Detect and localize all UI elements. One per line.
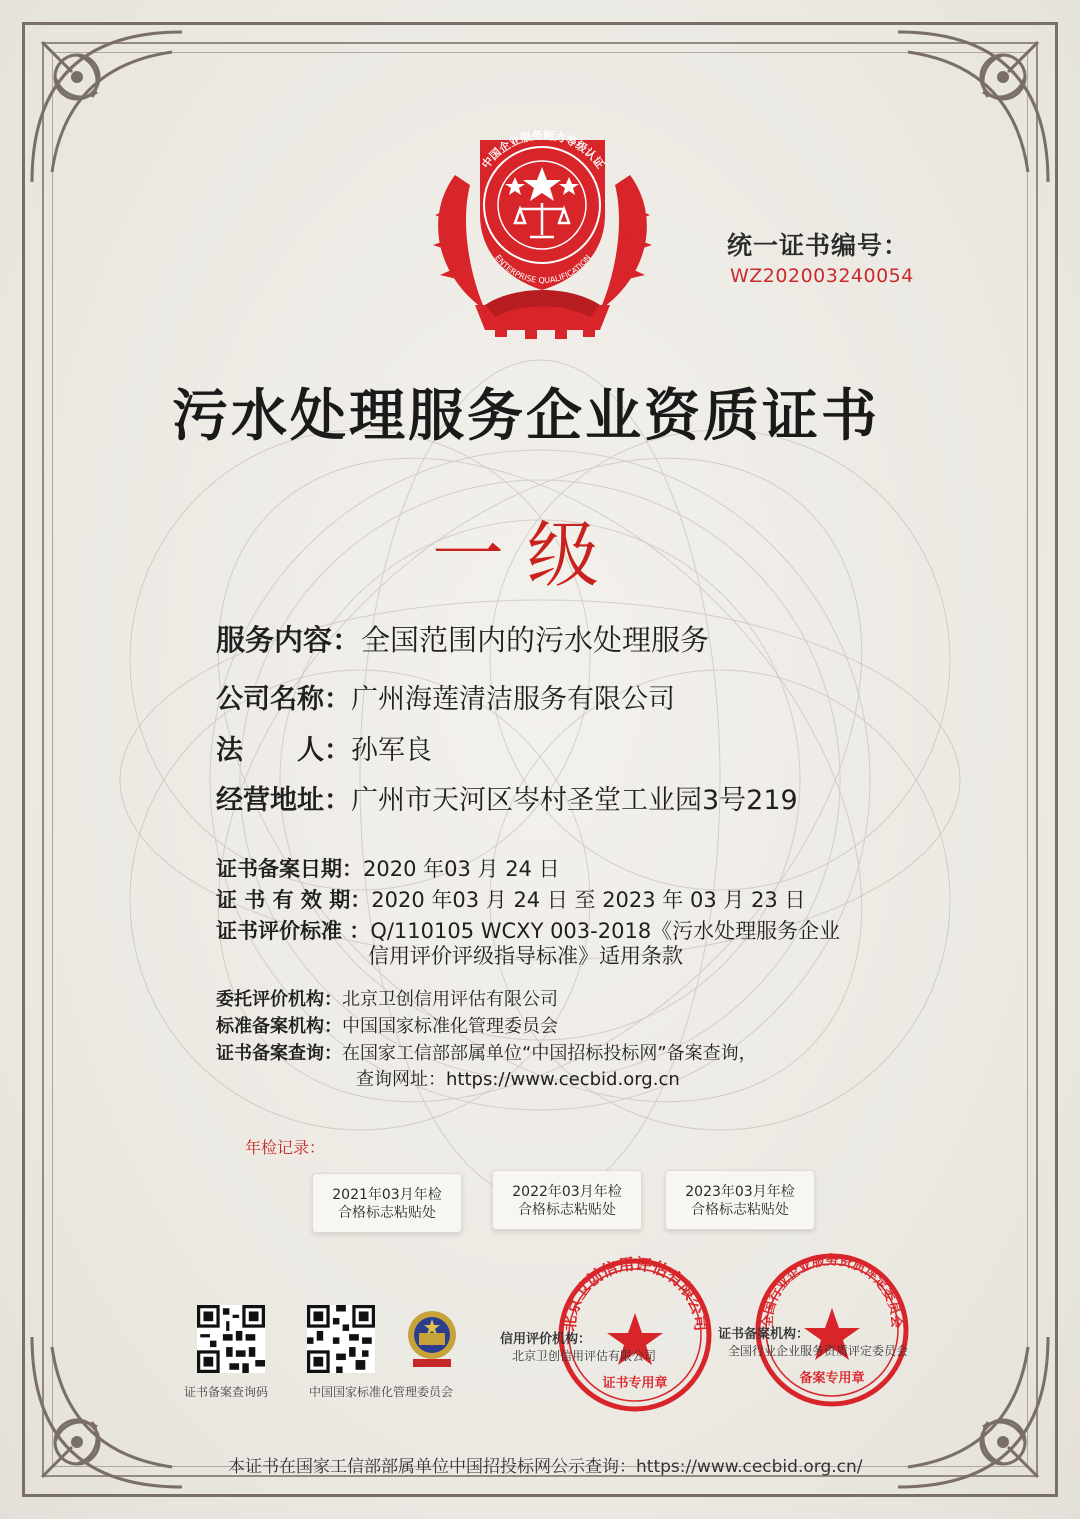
annual-sticker-2021: 2021年03月年检 合格标志粘贴处 [312,1173,462,1233]
qr1-caption: 证书备案查询码 [184,1385,269,1399]
filing-label: 标准备案机构： [216,1016,342,1037]
valid-period-row [216,884,805,914]
certificate-title: 污水处理服务企业资质证书 [172,384,880,449]
certificate-level: 一 级 [432,513,599,597]
company-value: 广州海莲清洁服务有限公司 [351,684,675,715]
emblem-ring-text-cn: 中国企业服务能力等级认证 [479,128,607,172]
address-row [216,778,798,817]
svg-text:证书专用章: 证书专用章 [602,1376,668,1391]
qr-code-icon [197,1305,265,1373]
corner-ornament-top-left [22,22,192,192]
query-value-line2: 查询网址：https://www.cecbid.org.cn [356,1069,680,1090]
corner-ornament-top-right [888,22,1058,192]
footer-query-note: 本证书在国家工信部部属单位中国招投标网公示查询：https://www.cecbid.org.cn/ [228,1457,863,1477]
seal2-label: 证书备案机构： [718,1327,810,1342]
query-value-line1: 在国家工信部部属单位“中国招标投标网”备案查询， [342,1043,757,1064]
standard-value-line1: Q/110105 WCXY 003-2018《污水处理服务企业 [370,919,841,943]
agency-value: 北京卫创信用评估有限公司 [342,989,558,1010]
agency-label: 委托评价机构： [216,989,342,1010]
annual-sticker-2022: 2022年03月年检 合格标志粘贴处 [492,1170,642,1230]
legal-row [216,728,432,767]
filing-row [216,1012,558,1038]
cert-number: WZ202003240054 [730,265,914,287]
national-standard-emblem-icon [405,1305,460,1373]
service-label: 服务内容： [216,623,362,657]
svg-text:北京卫创信用评估有限公司: 北京卫创信用评估有限公司 [559,1255,711,1333]
qr-code-icon [307,1305,375,1373]
company-row [216,677,675,716]
filing-value: 中国国家标准化管理委员会 [342,1016,558,1037]
cert-number-label: 统一证书编号： [727,231,910,260]
record-date-row [216,853,560,883]
legal-value: 孙军良 [351,735,432,766]
enterprise-qualification-emblem [415,105,670,345]
agency-row [216,985,558,1011]
standard-value-line2: 信用评价评级指导标准》适用条款 [368,944,683,968]
valid-period-label: 证 书 有 效 期： [216,888,372,912]
qr2-caption: 中国国家标准化管理委员会 [309,1385,454,1399]
svg-text:备案专用章: 备案专用章 [799,1371,865,1386]
seal2-text: 全国行业企业服务资质评定委员会 [728,1344,909,1358]
valid-period-value: 2020 年03 月 24 日 至 2023 年 03 月 23 日 [371,888,806,912]
annual-sticker-2023: 2023年03月年检 合格标志粘贴处 [665,1170,815,1230]
address-label: 经营地址： [216,785,351,816]
query-row [216,1039,757,1065]
corner-ornament-bottom-right [888,1327,1058,1497]
address-value: 广州市天河区岑村圣堂工业园3号219 [351,785,798,816]
corner-ornament-bottom-left [22,1327,192,1497]
seal1-label: 信用评价机构： [500,1332,592,1347]
svg-text:全国行业企业服务资质评定委员会: 全国行业企业服务资质评定委员会 [760,1253,904,1329]
service-row [216,618,709,659]
standard-label: 证书评价标准 ： [216,919,371,943]
legal-label: 法 人： [216,735,351,766]
annual-inspection-label: 年检记录： [245,1138,326,1157]
company-label: 公司名称： [216,684,351,715]
query-label: 证书备案查询： [216,1043,342,1064]
record-date-value: 2020 年03 月 24 日 [363,857,560,881]
record-date-label: 证书备案日期： [216,857,363,881]
emblem-ring-text-en: ENTERPRISE QUALIFICATION [493,253,593,286]
service-value: 全国范围内的污水处理服务 [361,623,710,657]
seal1-text: 北京卫创信用评估有限公司 [512,1349,657,1363]
